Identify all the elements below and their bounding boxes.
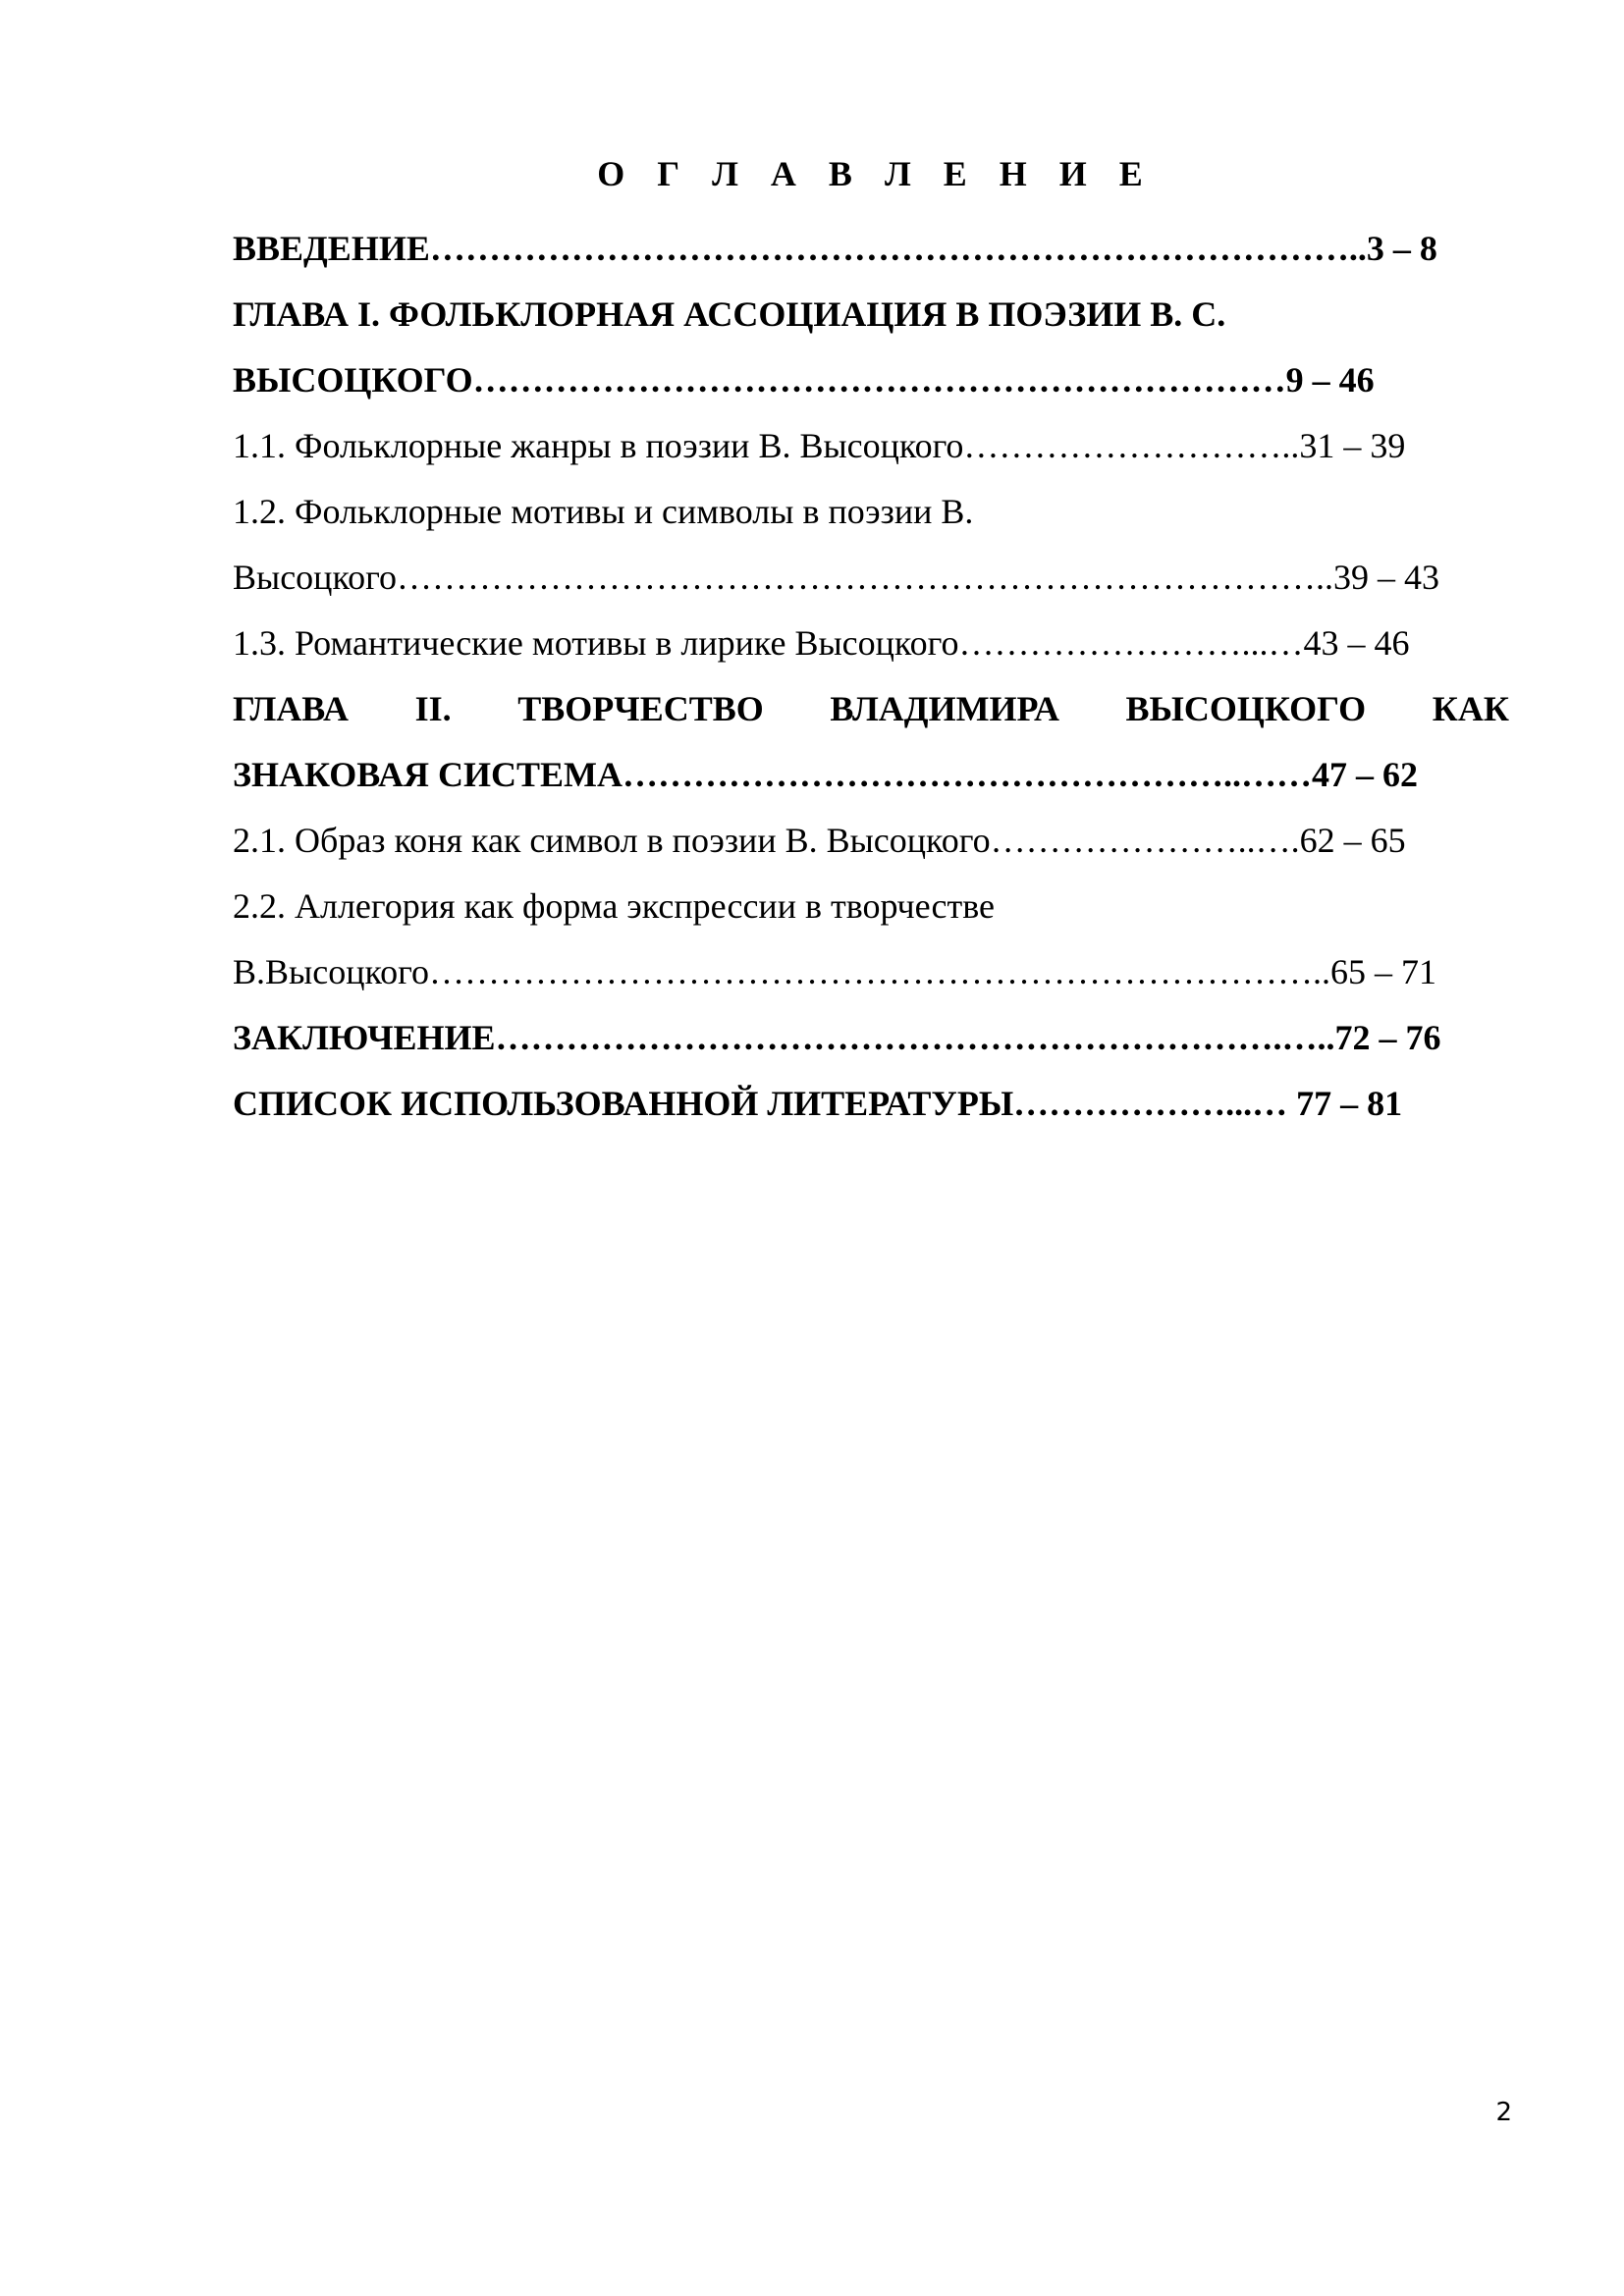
toc-entry: 2.1. Образ коня как символ в поэзии В. Высоцкого…………………..….62 – 65 [233, 821, 1406, 860]
toc-entry: Высоцкого……………………………………………………………………..39 – 43 [233, 558, 1439, 597]
toc-entry-word: II. [414, 689, 452, 728]
toc-entry: ЗАКЛЮЧЕНИЕ………………………………………………………….…..72 – 76 [233, 1018, 1441, 1057]
toc-entry: 1.2. Фольклорные мотивы и символы в поэзии В. [233, 492, 974, 531]
toc-entry: ЗНАКОВАЯ СИСТЕМА……………………………………………..……47 – 62 [233, 755, 1418, 794]
toc-entry: 1.1. Фольклорные жанры в поэзии В. Высоцкого………………………..31 – 39 [233, 426, 1406, 465]
toc-entry-word: ВЛАДИМИРА [830, 689, 1059, 728]
toc-entry-word: ТВОРЧЕСТВО [517, 689, 764, 728]
toc-entry-word: КАК [1432, 689, 1509, 728]
toc-heading: О Г Л А В Л Е Н И Е [597, 154, 1155, 193]
toc-entry: 1.3. Романтические мотивы в лирике Высоцкого……………………...…43 – 46 [233, 623, 1410, 663]
toc-entry-word: ГЛАВА [233, 689, 350, 728]
toc-entry: СПИСОК ИСПОЛЬЗОВАННОЙ ЛИТЕРАТУРЫ………………...… 77 – 81 [233, 1084, 1403, 1123]
toc-entry-word: ВЫСОЦКОГО [1125, 689, 1367, 728]
toc-entry: ВЫСОЦКОГО……………………………………………………………9 – 46 [233, 360, 1375, 400]
toc-entry [233, 676, 1509, 742]
toc-entry: 2.2. Аллегория как форма экспрессии в творчестве [233, 886, 996, 926]
toc-entry: ВВЕДЕНИЕ……………………………………………………………………..3 – 8 [233, 229, 1437, 268]
toc-entry: ГЛАВА I. ФОЛЬКЛОРНАЯ АССОЦИАЦИЯ В ПОЭЗИИ В. С. [233, 294, 1226, 334]
page-number: 2 [1495, 2098, 1512, 2127]
toc-entry: В.Высоцкого…………………………………………………………………..65 – 71 [233, 952, 1436, 991]
table-of-contents [233, 216, 1509, 1137]
